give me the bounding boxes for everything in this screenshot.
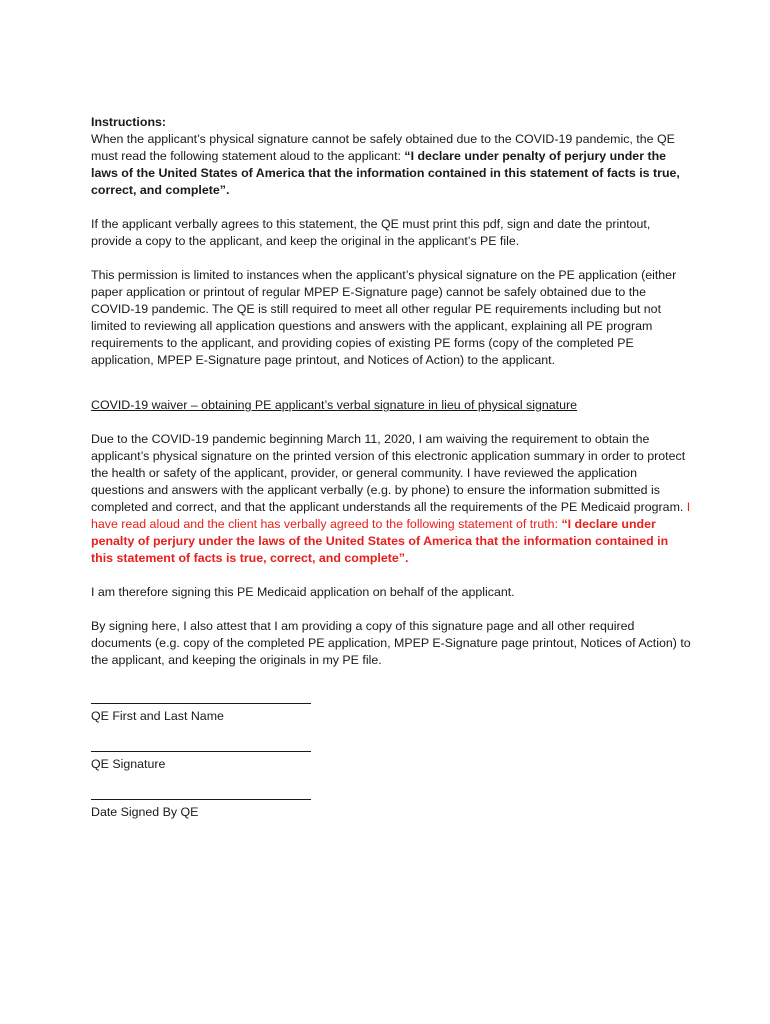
date-signature-line[interactable]: [91, 799, 311, 800]
signature-field-name[interactable]: [91, 703, 691, 725]
name-field-label: QE First and Last Name: [91, 709, 224, 723]
waiver-paragraph-2: I am therefore signing this PE Medicaid application on behalf of the applicant.: [91, 585, 515, 599]
waiver-section: [91, 397, 691, 669]
verbal-agreement-text: I have read aloud and the client has verbally agreed to the following statement of truth:: [91, 500, 691, 531]
document-page: [91, 114, 691, 821]
instructions-paragraph-2: If the applicant verbally agrees to this statement, the QE must print this pdf, sign and date the printout, provide a copy to the applicant, and keep the original in the applicant’s PE file.: [91, 217, 651, 248]
signature-field-date[interactable]: [91, 799, 691, 821]
instructions-paragraph-1: [91, 131, 691, 199]
instructions-intro-text: When the applicant’s physical signature cannot be safely obtained due to the COVID-19 pandemic, the QE must read the following statement aloud to the applicant:: [91, 132, 675, 163]
waiver-body-text: Due to the COVID-19 pandemic beginning March 11, 2020, I am waiving the requirement to obtain the applicant’s physical signature on the printed version of this electronic application summary in order to protect the health or safety of the applicant, provider, or general community. I have reviewed the application questions and answers with the applicant verbally (e.g. by phone) to ensure the information submitted is completed and correct, and that the applicant understands all the requirements of the PE Medicaid program.: [91, 432, 687, 514]
instructions-heading: Instructions:: [91, 115, 167, 129]
instructions-section: [91, 114, 691, 369]
waiver-paragraph-1: [91, 431, 691, 567]
statement-of-truth: “I declare under penalty of perjury under the laws of the United States of America that the information contained in this statement of facts is true, correct, and complete”.: [91, 517, 669, 565]
signature-field-label: QE Signature: [91, 757, 166, 771]
name-signature-line[interactable]: [91, 703, 311, 704]
waiver-paragraph-3: By signing here, I also attest that I am providing a copy of this signature page and all other required documents (e.g. copy of the completed PE application, MPEP E-Signature page printout, Notices of Action) to the applicant, and keeping the originals in my PE file.: [91, 619, 691, 667]
signature-line[interactable]: [91, 751, 311, 752]
perjury-statement: “I declare under penalty of perjury under the laws of the United States of America that the information contained in this statement of facts is true, correct, and complete”.: [91, 149, 680, 197]
waiver-title: COVID-19 waiver – obtaining PE applicant’s verbal signature in lieu of physical signature: [91, 398, 578, 412]
instructions-paragraph-3: This permission is limited to instances when the applicant’s physical signature on the PE application (either paper application or printout of regular MPEP E-Signature page) cannot be safely obtained due to the COVID-19 pandemic. The QE is still required to meet all other regular PE requirements including but not limited to reviewing all application questions and answers with the applicant, explaining all PE program requirements to the applicant, and providing copies of existing PE forms (copy of the completed PE application, MPEP E-Signature page printout, and Notices of Action) to the applicant.: [91, 268, 677, 367]
date-field-label: Date Signed By QE: [91, 805, 199, 819]
signature-section: [91, 703, 691, 821]
signature-field-signature[interactable]: [91, 751, 691, 773]
